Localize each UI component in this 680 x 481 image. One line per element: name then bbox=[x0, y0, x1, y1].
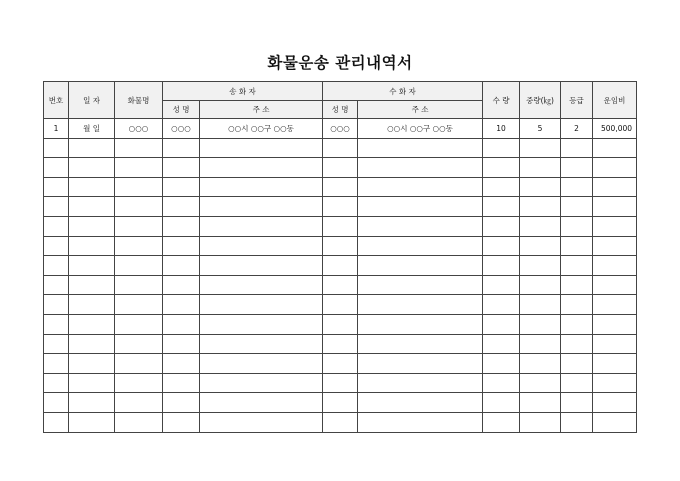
cell-quantity[interactable] bbox=[483, 216, 520, 236]
cell-receiver-name[interactable] bbox=[323, 158, 358, 178]
cell-receiver-address[interactable] bbox=[358, 373, 483, 393]
cell-sender-address[interactable] bbox=[200, 334, 323, 354]
cell-sender-name[interactable] bbox=[163, 334, 200, 354]
cell-grade[interactable] bbox=[561, 216, 593, 236]
cell-receiver-address[interactable] bbox=[358, 216, 483, 236]
cell-weight[interactable] bbox=[520, 216, 561, 236]
cell-fare[interactable] bbox=[593, 236, 637, 256]
cell-receiver-address: ○○시 ○○구 ○○동 bbox=[358, 119, 483, 139]
cell-sender-address[interactable] bbox=[200, 393, 323, 413]
header-quantity: 수 량 bbox=[483, 82, 520, 119]
cell-grade[interactable] bbox=[561, 197, 593, 217]
table-row bbox=[44, 158, 637, 178]
cell-sender-address[interactable] bbox=[200, 216, 323, 236]
document-title: 화물운송 관리내역서 bbox=[267, 54, 413, 72]
cell-quantity[interactable] bbox=[483, 295, 520, 315]
header-receiver-address: 주 소 bbox=[358, 101, 483, 119]
cell-fare[interactable] bbox=[593, 412, 637, 432]
cell-fare[interactable] bbox=[593, 314, 637, 334]
cell-weight[interactable] bbox=[520, 393, 561, 413]
cell-sender-name[interactable] bbox=[163, 393, 200, 413]
cell-date[interactable] bbox=[69, 275, 115, 295]
cell-grade[interactable] bbox=[561, 295, 593, 315]
cell-receiver-name[interactable] bbox=[323, 334, 358, 354]
cell-receiver-address[interactable] bbox=[358, 334, 483, 354]
cell-receiver-name[interactable] bbox=[323, 373, 358, 393]
cell-date[interactable] bbox=[69, 354, 115, 374]
cell-no[interactable] bbox=[44, 236, 69, 256]
header-sender-name: 성 명 bbox=[163, 101, 200, 119]
cell-fare[interactable] bbox=[593, 138, 637, 158]
cell-weight: 5 bbox=[520, 119, 561, 139]
cell-receiver-address[interactable] bbox=[358, 197, 483, 217]
cell-weight[interactable] bbox=[520, 412, 561, 432]
cell-cargo-name[interactable] bbox=[115, 393, 163, 413]
cargo-transport-table bbox=[43, 81, 637, 433]
cell-receiver-name[interactable] bbox=[323, 236, 358, 256]
cell-receiver-name[interactable] bbox=[323, 354, 358, 374]
cell-no[interactable] bbox=[44, 373, 69, 393]
cell-no[interactable] bbox=[44, 216, 69, 236]
table-row bbox=[44, 412, 637, 432]
cell-cargo-name: ○○○ bbox=[115, 119, 163, 139]
table-row bbox=[44, 236, 637, 256]
cell-date[interactable] bbox=[69, 236, 115, 256]
cell-fare[interactable] bbox=[593, 158, 637, 178]
cell-quantity[interactable] bbox=[483, 373, 520, 393]
cell-weight[interactable] bbox=[520, 158, 561, 178]
cell-no[interactable] bbox=[44, 275, 69, 295]
cell-sender-address[interactable] bbox=[200, 373, 323, 393]
cell-grade[interactable] bbox=[561, 334, 593, 354]
cell-fare: 500,000 bbox=[593, 119, 637, 139]
cell-quantity[interactable] bbox=[483, 256, 520, 276]
cell-cargo-name[interactable] bbox=[115, 256, 163, 276]
cell-receiver-address[interactable] bbox=[358, 256, 483, 276]
table-row bbox=[44, 177, 637, 197]
cell-fare[interactable] bbox=[593, 295, 637, 315]
cell-date[interactable] bbox=[69, 177, 115, 197]
cell-receiver-address[interactable] bbox=[358, 275, 483, 295]
cell-sender-name[interactable] bbox=[163, 138, 200, 158]
cell-no[interactable] bbox=[44, 197, 69, 217]
cell-cargo-name[interactable] bbox=[115, 334, 163, 354]
cell-sender-name[interactable] bbox=[163, 314, 200, 334]
table-row bbox=[44, 354, 637, 374]
cell-receiver-address[interactable] bbox=[358, 295, 483, 315]
cell-no[interactable] bbox=[44, 412, 69, 432]
cell-receiver-address[interactable] bbox=[358, 236, 483, 256]
table-row bbox=[44, 256, 637, 276]
cell-receiver-name[interactable] bbox=[323, 256, 358, 276]
cell-sender-address[interactable] bbox=[200, 275, 323, 295]
header-weight: 중량(㎏) bbox=[520, 82, 561, 119]
cell-sender-address[interactable] bbox=[200, 256, 323, 276]
cell-sender-name[interactable] bbox=[163, 256, 200, 276]
cell-sender-name[interactable] bbox=[163, 412, 200, 432]
cell-sender-name: ○○○ bbox=[163, 119, 200, 139]
cell-receiver-name[interactable] bbox=[323, 275, 358, 295]
cell-quantity[interactable] bbox=[483, 138, 520, 158]
cell-receiver-name[interactable] bbox=[323, 216, 358, 236]
cell-sender-address: ○○시 ○○구 ○○동 bbox=[200, 119, 323, 139]
cell-fare[interactable] bbox=[593, 256, 637, 276]
cell-grade[interactable] bbox=[561, 256, 593, 276]
table-row bbox=[44, 197, 637, 217]
cell-sender-address[interactable] bbox=[200, 236, 323, 256]
cell-date[interactable] bbox=[69, 412, 115, 432]
cell-grade[interactable] bbox=[561, 158, 593, 178]
cell-weight[interactable] bbox=[520, 197, 561, 217]
cell-receiver-address[interactable] bbox=[358, 177, 483, 197]
table-body bbox=[44, 119, 637, 433]
cell-fare[interactable] bbox=[593, 275, 637, 295]
cell-grade[interactable] bbox=[561, 373, 593, 393]
cell-weight[interactable] bbox=[520, 236, 561, 256]
cell-sender-address[interactable] bbox=[200, 158, 323, 178]
cell-quantity[interactable] bbox=[483, 275, 520, 295]
cell-quantity[interactable] bbox=[483, 334, 520, 354]
table-row bbox=[44, 138, 637, 158]
cell-fare[interactable] bbox=[593, 393, 637, 413]
table-row bbox=[44, 275, 637, 295]
cell-fare[interactable] bbox=[593, 197, 637, 217]
cell-weight[interactable] bbox=[520, 275, 561, 295]
cell-no[interactable] bbox=[44, 256, 69, 276]
cell-sender-name[interactable] bbox=[163, 373, 200, 393]
cell-receiver-name[interactable] bbox=[323, 177, 358, 197]
cell-no[interactable] bbox=[44, 334, 69, 354]
cell-fare[interactable] bbox=[593, 177, 637, 197]
cell-sender-address[interactable] bbox=[200, 314, 323, 334]
cell-grade[interactable] bbox=[561, 236, 593, 256]
cell-receiver-name[interactable] bbox=[323, 295, 358, 315]
header-grade: 등급 bbox=[561, 82, 593, 119]
cell-grade[interactable] bbox=[561, 138, 593, 158]
cell-weight[interactable] bbox=[520, 138, 561, 158]
cell-cargo-name[interactable] bbox=[115, 158, 163, 178]
cell-sender-name[interactable] bbox=[163, 216, 200, 236]
cell-no[interactable] bbox=[44, 393, 69, 413]
cell-weight[interactable] bbox=[520, 314, 561, 334]
cell-quantity[interactable] bbox=[483, 393, 520, 413]
cell-quantity[interactable] bbox=[483, 314, 520, 334]
cell-receiver-address[interactable] bbox=[358, 354, 483, 374]
cell-cargo-name[interactable] bbox=[115, 275, 163, 295]
table-row bbox=[44, 295, 637, 315]
cell-no[interactable] bbox=[44, 295, 69, 315]
cell-grade[interactable] bbox=[561, 275, 593, 295]
table-row bbox=[44, 314, 637, 334]
cell-weight[interactable] bbox=[520, 334, 561, 354]
cell-receiver-address[interactable] bbox=[358, 412, 483, 432]
cell-sender-name[interactable] bbox=[163, 275, 200, 295]
cell-sender-address[interactable] bbox=[200, 354, 323, 374]
cell-date[interactable] bbox=[69, 197, 115, 217]
cell-grade[interactable] bbox=[561, 177, 593, 197]
header-no: 번호 bbox=[44, 82, 69, 119]
cell-cargo-name[interactable] bbox=[115, 197, 163, 217]
cell-cargo-name[interactable] bbox=[115, 412, 163, 432]
cell-grade[interactable] bbox=[561, 354, 593, 374]
header-sender-group: 송 화 자 bbox=[163, 82, 323, 101]
table-row bbox=[44, 334, 637, 354]
cell-cargo-name[interactable] bbox=[115, 236, 163, 256]
cell-grade[interactable] bbox=[561, 314, 593, 334]
cell-date[interactable] bbox=[69, 138, 115, 158]
cell-date[interactable] bbox=[69, 295, 115, 315]
table-row bbox=[44, 373, 637, 393]
header-date: 일 자 bbox=[69, 82, 115, 119]
cell-no: 1 bbox=[44, 119, 69, 139]
cell-weight[interactable] bbox=[520, 177, 561, 197]
cell-date[interactable] bbox=[69, 373, 115, 393]
cell-fare[interactable] bbox=[593, 354, 637, 374]
cell-fare[interactable] bbox=[593, 373, 637, 393]
cell-receiver-name[interactable] bbox=[323, 393, 358, 413]
cell-receiver-name[interactable] bbox=[323, 138, 358, 158]
cell-receiver-name[interactable] bbox=[323, 197, 358, 217]
header-receiver-group: 수 화 자 bbox=[323, 82, 483, 101]
cell-no[interactable] bbox=[44, 177, 69, 197]
cell-receiver-name: ○○○ bbox=[323, 119, 358, 139]
cell-quantity[interactable] bbox=[483, 354, 520, 374]
cell-weight[interactable] bbox=[520, 295, 561, 315]
cell-quantity[interactable] bbox=[483, 158, 520, 178]
cell-grade[interactable] bbox=[561, 393, 593, 413]
cell-weight[interactable] bbox=[520, 373, 561, 393]
table-row bbox=[44, 119, 637, 139]
cell-quantity: 10 bbox=[483, 119, 520, 139]
cell-cargo-name[interactable] bbox=[115, 216, 163, 236]
cell-cargo-name[interactable] bbox=[115, 177, 163, 197]
cell-cargo-name[interactable] bbox=[115, 138, 163, 158]
cell-cargo-name[interactable] bbox=[115, 314, 163, 334]
cell-quantity[interactable] bbox=[483, 177, 520, 197]
cell-sender-address[interactable] bbox=[200, 412, 323, 432]
cell-date[interactable] bbox=[69, 393, 115, 413]
cell-date: 월 일 bbox=[69, 119, 115, 139]
cell-quantity[interactable] bbox=[483, 197, 520, 217]
table-header bbox=[44, 82, 637, 119]
cell-quantity[interactable] bbox=[483, 412, 520, 432]
cell-sender-name[interactable] bbox=[163, 177, 200, 197]
cell-sender-name[interactable] bbox=[163, 158, 200, 178]
cell-date[interactable] bbox=[69, 158, 115, 178]
cell-no[interactable] bbox=[44, 314, 69, 334]
cell-weight[interactable] bbox=[520, 354, 561, 374]
cell-cargo-name[interactable] bbox=[115, 373, 163, 393]
cell-sender-name[interactable] bbox=[163, 197, 200, 217]
cell-cargo-name[interactable] bbox=[115, 354, 163, 374]
cell-no[interactable] bbox=[44, 158, 69, 178]
cell-grade[interactable] bbox=[561, 412, 593, 432]
header-sender-address: 주 소 bbox=[200, 101, 323, 119]
cell-fare[interactable] bbox=[593, 334, 637, 354]
cell-sender-name[interactable] bbox=[163, 354, 200, 374]
header-fare: 운임비 bbox=[593, 82, 637, 119]
cell-date[interactable] bbox=[69, 256, 115, 276]
cell-receiver-address[interactable] bbox=[358, 138, 483, 158]
cell-fare[interactable] bbox=[593, 216, 637, 236]
cell-quantity[interactable] bbox=[483, 236, 520, 256]
cell-receiver-address[interactable] bbox=[358, 393, 483, 413]
cell-sender-address[interactable] bbox=[200, 138, 323, 158]
header-receiver-name: 성 명 bbox=[323, 101, 358, 119]
header-cargo-name: 화물명 bbox=[115, 82, 163, 119]
cell-date[interactable] bbox=[69, 314, 115, 334]
cell-sender-address[interactable] bbox=[200, 177, 323, 197]
cell-sender-name[interactable] bbox=[163, 236, 200, 256]
table-row bbox=[44, 393, 637, 413]
cell-receiver-name[interactable] bbox=[323, 412, 358, 432]
cell-date[interactable] bbox=[69, 334, 115, 354]
cell-receiver-name[interactable] bbox=[323, 314, 358, 334]
cell-sender-address[interactable] bbox=[200, 295, 323, 315]
cell-sender-address[interactable] bbox=[200, 197, 323, 217]
cell-sender-name[interactable] bbox=[163, 295, 200, 315]
cell-no[interactable] bbox=[44, 354, 69, 374]
cell-grade: 2 bbox=[561, 119, 593, 139]
cell-cargo-name[interactable] bbox=[115, 295, 163, 315]
cell-date[interactable] bbox=[69, 216, 115, 236]
cell-no[interactable] bbox=[44, 138, 69, 158]
cell-receiver-address[interactable] bbox=[358, 158, 483, 178]
cell-receiver-address[interactable] bbox=[358, 314, 483, 334]
table-row bbox=[44, 216, 637, 236]
cell-weight[interactable] bbox=[520, 256, 561, 276]
